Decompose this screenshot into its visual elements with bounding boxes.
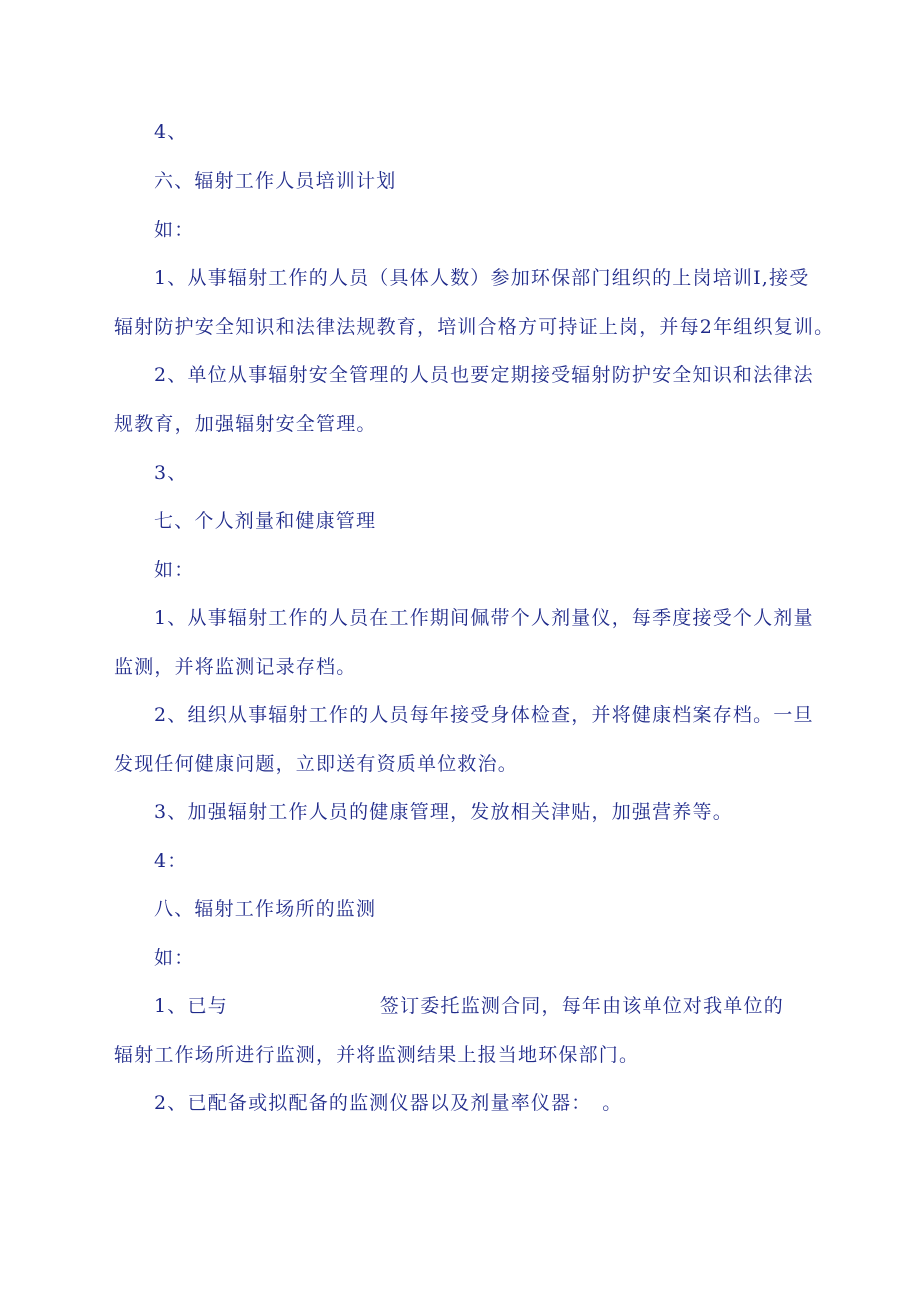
item-4-label: 4、 (154, 121, 188, 143)
dose-item-3: 3、加强辐射工作人员的健康管理，发放相关津贴，加强营养等。 (154, 801, 733, 823)
dose-item-1: 1、从事辐射工作的人员在工作期间佩带个人剂量仪，每季度接受个人剂量 (154, 607, 814, 629)
section-8-heading: 八、辐射工作场所的监测 (154, 898, 377, 920)
training-item-2-cont: 规教育，加强辐射安全管理。 (114, 413, 377, 435)
monitoring-item-1-suffix: 签订委托监测合同，每年由该单位对我单位的 (379, 995, 784, 1017)
training-item-1-cont: 辐射防护安全知识和法律法规教育，培训合格方可持证上岗，并每2年组织复训。 (114, 316, 835, 338)
example-label: 如： (154, 219, 195, 241)
training-item-3: 3、 (154, 462, 188, 484)
dose-item-4: 4： (154, 850, 188, 872)
monitoring-item-1-prefix: 1、已与 (154, 995, 228, 1017)
example-label: 如： (154, 947, 195, 969)
monitoring-item-1 (154, 993, 784, 1019)
section-7-heading: 七、个人剂量和健康管理 (154, 510, 377, 532)
training-item-1: 1、从事辐射工作的人员（具体人数）参加环保部门组织的上岗培训I,接受 (154, 267, 810, 289)
dose-item-2-cont: 发现任何健康问题，立即送有资质单位救治。 (114, 753, 519, 775)
dose-item-1-cont: 监测，并将监测记录存档。 (114, 656, 357, 678)
dose-item-2: 2、组织从事辐射工作的人员每年接受身体检查，并将健康档案存档。一旦 (154, 704, 814, 726)
monitoring-item-2: 2、已配备或拟配备的监测仪器以及剂量率仪器： 。 (154, 1092, 623, 1114)
section-6-heading: 六、辐射工作人员培训计划 (154, 170, 397, 192)
example-label: 如： (154, 559, 195, 581)
training-item-2: 2、单位从事辐射安全管理的人员也要定期接受辐射防护安全知识和法律法 (154, 364, 814, 386)
monitoring-item-1-cont: 辐射工作场所进行监测，并将监测结果上报当地环保部门。 (114, 1044, 640, 1066)
